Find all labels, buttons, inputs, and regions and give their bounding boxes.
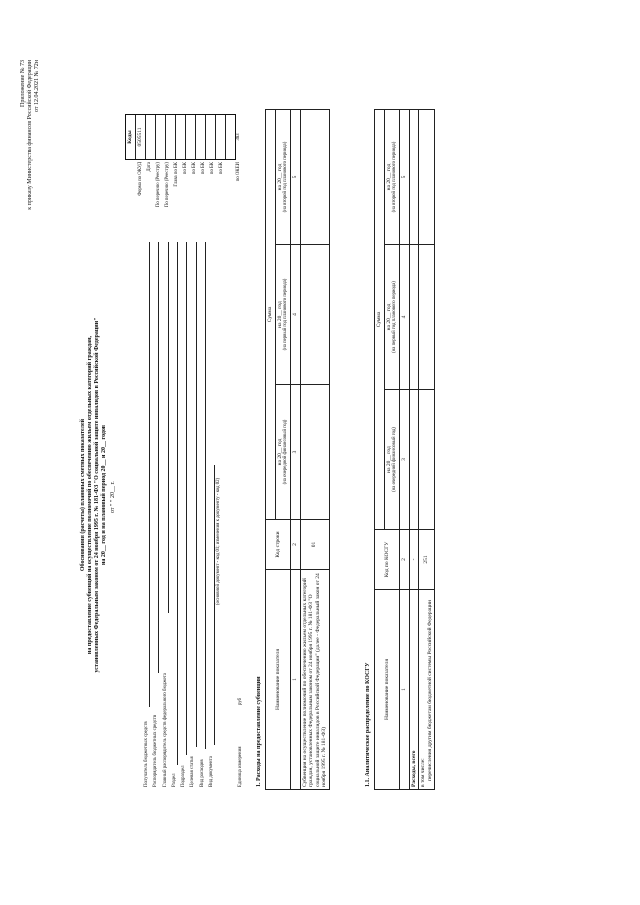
code-label-date: Дата <box>147 162 152 172</box>
s11-col-y2-label: на 20__ год <box>385 303 392 331</box>
s11-num-3: 3 <box>399 390 409 530</box>
codes-table <box>125 114 236 160</box>
s11-total-y3[interactable] <box>409 110 419 245</box>
section11-table <box>374 109 435 790</box>
unit-label: Единица измерения <box>238 746 243 787</box>
okei-value: 383 <box>236 133 241 141</box>
s11-col-sum: Сумма <box>375 110 385 530</box>
section1-table <box>265 109 330 790</box>
code-label-reg2: По перечню (Реестру) <box>165 162 170 208</box>
code-label-bk3: по БК <box>201 162 206 175</box>
code-label-bk2: по БК <box>192 162 197 175</box>
appendix-line-1: Приложение № 73 <box>20 60 26 107</box>
codes-header: Коды <box>126 115 136 159</box>
s11-row-transfer-label: перечисления другим бюджетам бюджетной системы Российской Федерации <box>426 600 433 781</box>
s11-col-y3-label: на 20__ год <box>385 163 392 191</box>
s11-num-1: 1 <box>399 590 409 790</box>
code-cell-bk5[interactable] <box>226 115 235 159</box>
s11-transfer-y1[interactable] <box>419 390 435 530</box>
s11-row-total-code: - <box>409 530 419 590</box>
code-label-glava: Глава по БК <box>174 162 179 187</box>
s11-row-incl: в том числе: <box>420 758 426 787</box>
code-cell-date[interactable] <box>146 115 156 159</box>
title-line-2: на предоставление субвенций на осуществление полномочий по обеспечению жильем отдельных категорий граждан, <box>87 335 93 655</box>
s1-num-5: 5 <box>290 110 300 245</box>
section1-title: 1. Расходы на предоставление субвенции <box>256 676 262 787</box>
s1-row-code: 01 <box>300 520 329 570</box>
date-line: от " " 20__ г. <box>110 481 116 513</box>
field-label-subsection: Подраздел <box>181 765 187 787</box>
doc-type-note: (основной документ - код 01; изменения к документу - код 02) <box>216 477 221 605</box>
field-label-section: Раздел <box>171 773 177 787</box>
s11-col-code: Код по КОСГУ <box>375 530 400 590</box>
code-label-bk4: по БК <box>210 162 215 175</box>
field-label-recipient: Получатель бюджетных средств <box>144 721 149 787</box>
code-cell-bk1[interactable] <box>186 115 196 159</box>
field-line-recipient[interactable] <box>149 242 150 707</box>
s1-col-y1-label: на 20__ год <box>276 438 283 466</box>
code-cell-bk2[interactable] <box>196 115 206 159</box>
s1-col-y3-label: на 20__ год <box>276 163 283 191</box>
s11-col-y2 <box>384 245 399 390</box>
field-label-distributor: Распорядитель бюджетных средств <box>153 714 159 787</box>
code-cell-reg1[interactable] <box>156 115 166 159</box>
s1-row-subvention: Субвенция на осуществление полномочий по обеспечению жильем отдельных категорий граждан, установленных Федеральным законом от 24 ноября 1995 г. № 181-ФЗ "О социальной защите инвалидов в Российской Федерации" (далее - Федеральный закон от 24 ноября 1995 г. № 181-ФЗ) <box>300 570 329 790</box>
s1-col-sum: Сумма <box>266 110 276 520</box>
code-cell-bk3[interactable] <box>206 115 216 159</box>
field-label-expense-type: Вид расходов <box>199 759 205 787</box>
s1-col-y3-sub: (на второй год планового периода) <box>283 141 288 213</box>
title-line-1: Обоснования (расчеты) плановых сметных показателей <box>80 418 86 572</box>
code-cell-bk4[interactable] <box>216 115 226 159</box>
field-line-chief[interactable] <box>168 242 169 613</box>
s1-col-y2-sub: (на первый год планового периода) <box>283 278 288 351</box>
appendix-line-3: от 12.04.2021 № 72н <box>34 60 40 112</box>
s11-num-4: 4 <box>399 245 409 390</box>
code-label-bk1: по БК <box>183 162 188 175</box>
section11-title: 1.1. Аналитическое распределение по КОСГУ <box>365 662 371 787</box>
s1-col-code: Код строки <box>266 520 291 570</box>
field-line-doc-type[interactable] <box>214 465 215 745</box>
s1-num-2: 2 <box>290 520 300 570</box>
unit-value: руб <box>238 697 243 705</box>
s1-num-1: 1 <box>290 570 300 790</box>
form-code-value: 0505511 <box>136 115 146 159</box>
document-title <box>80 215 108 775</box>
code-label-okud: Форма по ОКУД <box>138 162 143 196</box>
field-line-subsection[interactable] <box>186 242 187 755</box>
s11-num-2: 2 <box>399 530 409 590</box>
s11-col-y1 <box>384 390 399 530</box>
field-label-chief: Главный распорядитель средств федерального бюджета <box>162 673 168 787</box>
s1-num-3: 3 <box>290 385 300 520</box>
field-line-target[interactable] <box>196 242 197 747</box>
s1-num-4: 4 <box>290 245 300 385</box>
codes-row-labels <box>136 162 226 240</box>
s1-cell-y2[interactable] <box>300 245 329 385</box>
s11-col-y3-sub: (на второй год планового периода) <box>392 141 397 213</box>
code-cell-glava[interactable] <box>176 115 186 159</box>
s1-col-y3 <box>275 110 290 245</box>
s11-total-y1[interactable] <box>409 390 419 530</box>
s1-col-name: Наименование показателя <box>266 570 291 790</box>
s11-row-total: Расходы, всего <box>409 590 419 790</box>
title-line-3: установленных Федеральным законом от 24 ноября 1995 г. № 181-ФЗ "О социальной защите инвалидов в Российской Федерации" <box>94 317 100 673</box>
s1-cell-y3[interactable] <box>300 110 329 245</box>
s1-col-y2 <box>275 245 290 385</box>
code-label-bk5: по БК <box>219 162 224 175</box>
field-label-doc-type: Вид документа <box>209 756 215 787</box>
s11-num-5: 5 <box>399 110 409 245</box>
s11-col-y1-label: на 20__ год <box>385 446 392 473</box>
appendix-block <box>20 60 41 345</box>
s1-col-y1-sub: (на очередной финансовый год) <box>283 419 288 485</box>
okei-label: по ОКЕИ <box>236 162 241 182</box>
s11-transfer-y3[interactable] <box>419 110 435 245</box>
s1-col-y2-label: на 20__ год <box>276 301 283 328</box>
field-label-target: Целевая статья <box>190 756 196 787</box>
s11-col-name: Наименование показателя <box>375 590 400 790</box>
code-label-reg1: По перечню (Реестру) <box>156 162 161 208</box>
field-line-expense-type[interactable] <box>205 242 206 749</box>
appendix-line-2: к приказу Министерства финансов Российской Федерации <box>27 60 33 210</box>
s11-col-y2-sub: (на первый год планового периода) <box>392 281 397 353</box>
code-cell-reg2[interactable] <box>166 115 176 159</box>
s11-total-y2[interactable] <box>409 245 419 390</box>
field-line-distributor[interactable] <box>158 242 159 673</box>
s1-col-y1 <box>275 385 290 520</box>
title-line-4: на 20__ год и на плановый период 20__ и 20__ годов <box>101 424 107 566</box>
s11-transfer-y2[interactable] <box>419 245 435 390</box>
s11-row-transfer-code: 251 <box>419 530 435 590</box>
s11-row-transfer <box>419 590 435 790</box>
s1-cell-y1[interactable] <box>300 385 329 520</box>
s11-col-y3 <box>384 110 399 245</box>
field-line-section[interactable] <box>177 242 178 765</box>
s11-col-y1-sub: (на очередной финансовый год) <box>392 427 397 492</box>
